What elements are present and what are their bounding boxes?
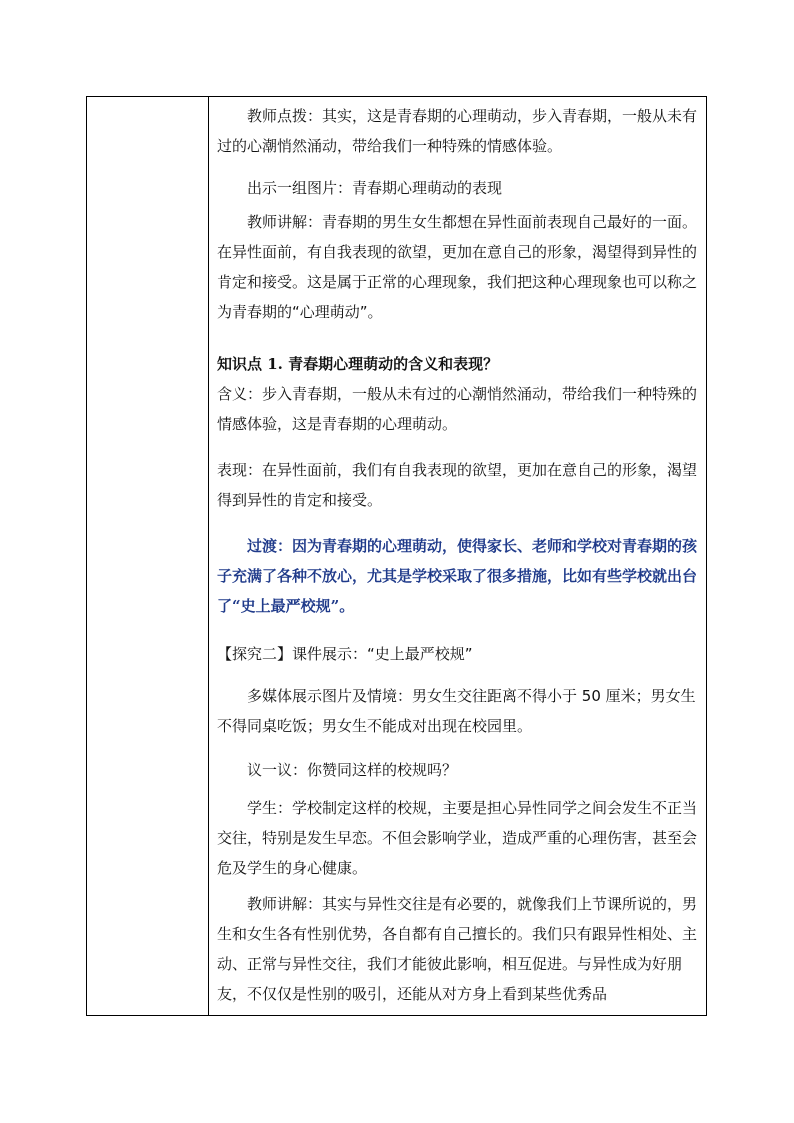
teacher-explain-paragraph-2: 教师讲解：其实与异性交往是有必要的，就像我们上节课所说的，男生和女生各有性别优势，各自都有自己擅长的。我们只有跟异性相处、主动、正常与异性交往，我们才能彼此影响，相互促进。与异性成为好朋友，不仅仅是性别的吸引，还能从对方身上看到某些优秀品 (217, 895, 698, 1003)
transition-paragraph: 过渡：因为青春期的心理萌动，使得家长、老师和学校对青春期的孩子充满了各种不放心，尤其是学校采取了很多措施，比如有些学校就出台了“史上最严校规”。 (217, 537, 698, 615)
teacher-explain-paragraph: 教师讲解：青春期的男生女生都想在异性面前表现自己最好的一面。在异性面前，有自我表现的欲望，更加在意自己的形象，渴望得到异性的肯定和接受。这是属于正常的心理现象，我们把这种心理现象也可以称之为青春期的“心理萌动”。 (217, 213, 698, 321)
performance-paragraph: 表现：在异性面前，我们有自我表现的欲望，更加在意自己的形象，渴望得到异性的肯定和接受。 (217, 461, 698, 509)
multimedia-paragraph: 多媒体展示图片及情境：男女生交往距离不得小于 50 厘米；男女生不得同桌吃饭；男女生不能成对出现在校园里。 (217, 687, 696, 735)
show-images-paragraph: 出示一组图片：青春期心理萌动的表现 (247, 179, 503, 197)
teacher-tip-paragraph: 教师点拨：其实，这是青春期的心理萌动，步入青春期，一般从未有过的心潮悄然涌动，带给我们一种特殊的情感体验。 (217, 107, 698, 155)
definition-paragraph: 含义：步入青春期，一般从未有过的心潮悄然涌动，带给我们一种特殊的情感体验，这是青春期的心理萌动。 (217, 385, 698, 433)
lesson-table (86, 96, 707, 1016)
student-paragraph: 学生：学校制定这样的校规，主要是担心异性同学之间会发生不正当交往，特别是发生早恋。不但会影响学业，造成严重的心理伤害，甚至会危及学生的身心健康。 (217, 799, 698, 877)
inquiry-two-heading: 【探究二】课件展示：“史上最严校规” (217, 645, 473, 663)
column-divider (208, 97, 209, 1015)
discussion-paragraph: 议一议：你赞同这样的校规吗？ (247, 761, 458, 779)
knowledge-point-heading: 知识点 1. 青春期心理萌动的含义和表现？ (217, 355, 499, 373)
